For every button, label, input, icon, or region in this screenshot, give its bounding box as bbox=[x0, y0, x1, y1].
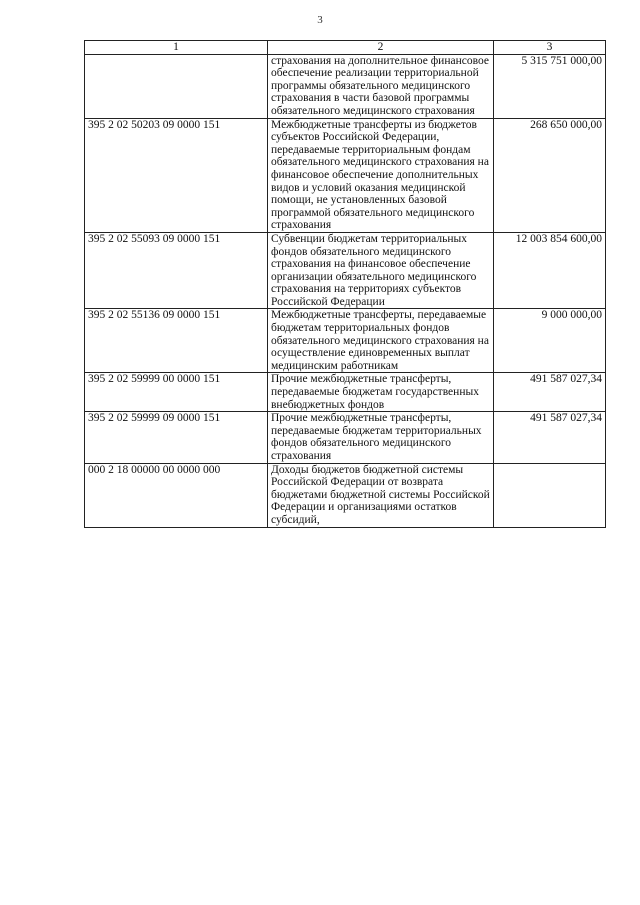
row-description: Межбюджетные трансферты, передаваемые бюджетам территориальных фондов обязательного медицинского страхования на осуществление единовременных выплат медицинским работникам bbox=[268, 309, 494, 373]
row-amount: 491 587 027,34 bbox=[494, 412, 606, 463]
row-code: 395 2 02 55136 09 0000 151 bbox=[85, 309, 268, 373]
row-code: 395 2 02 59999 09 0000 151 bbox=[85, 412, 268, 463]
column-header-amount: 3 bbox=[494, 41, 606, 55]
row-amount: 491 587 027,34 bbox=[494, 373, 606, 412]
table-row bbox=[85, 412, 606, 463]
row-description: Межбюджетные трансферты из бюджетов субъектов Российской Федерации, передаваемые территориальным фондам обязательного медицинского страхования на финансовое обеспечение дополнительных видов и условий оказания медицинской помощи, не установленных базовой программой обязательного медицинского страхования bbox=[268, 118, 494, 232]
row-amount: 12 003 854 600,00 bbox=[494, 232, 606, 309]
table-row bbox=[85, 463, 606, 527]
table-row bbox=[85, 118, 606, 232]
row-description: Прочие межбюджетные трансферты, передаваемые бюджетам территориальных фондов обязательного медицинского страхования bbox=[268, 412, 494, 463]
row-code: 000 2 18 00000 00 0000 000 bbox=[85, 463, 268, 527]
row-code: 395 2 02 59999 00 0000 151 bbox=[85, 373, 268, 412]
row-description: Субвенции бюджетам территориальных фондов обязательного медицинского страхования на финансовое обеспечение организации обязательного медицинского страхования на территориях субъектов Российской Федерации bbox=[268, 232, 494, 309]
table-row bbox=[85, 54, 606, 118]
budget-table bbox=[84, 40, 606, 528]
row-amount: 268 650 000,00 bbox=[494, 118, 606, 232]
row-amount: 5 315 751 000,00 bbox=[494, 54, 606, 118]
header-row bbox=[85, 41, 606, 55]
page-number: 3 bbox=[317, 14, 323, 26]
row-description: страхования на дополнительное финансовое обеспечение реализации территориальной программы обязательного медицинского страхования в части базовой программы обязательного медицинского страхования bbox=[268, 54, 494, 118]
column-header-description: 2 bbox=[268, 41, 494, 55]
table-row bbox=[85, 232, 606, 309]
row-description: Прочие межбюджетные трансферты, передаваемые бюджетам государственных внебюджетных фондов bbox=[268, 373, 494, 412]
row-description: Доходы бюджетов бюджетной системы Российской Федерации от возврата бюджетами бюджетной системы Российской Федерации и организациями остатков субсидий, bbox=[268, 463, 494, 527]
row-amount: 9 000 000,00 bbox=[494, 309, 606, 373]
table-row bbox=[85, 309, 606, 373]
table-row bbox=[85, 373, 606, 412]
row-code: 395 2 02 50203 09 0000 151 bbox=[85, 118, 268, 232]
row-code: 395 2 02 55093 09 0000 151 bbox=[85, 232, 268, 309]
column-header-code: 1 bbox=[85, 41, 268, 55]
row-code bbox=[85, 54, 268, 118]
row-amount bbox=[494, 463, 606, 527]
